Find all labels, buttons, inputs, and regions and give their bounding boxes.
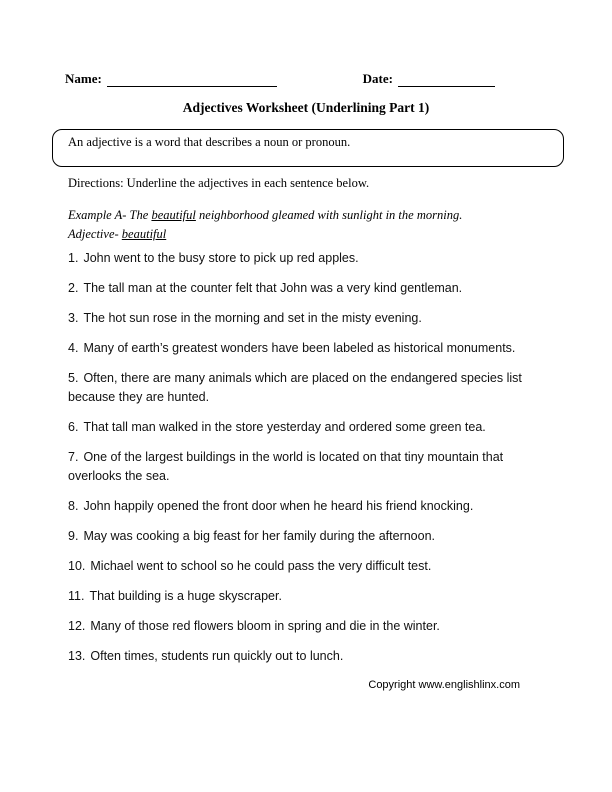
sentence-text: Often times, students run quickly out to lunch. — [90, 649, 344, 663]
sentence-item — [68, 418, 552, 437]
example-line-2 — [68, 225, 558, 244]
sentence-item — [68, 647, 552, 666]
sentence-number: 5. — [68, 371, 79, 385]
sentence-item — [68, 497, 552, 516]
sentence-list — [68, 249, 552, 677]
sentence-number: 8. — [68, 499, 79, 513]
sentence-text: Michael went to school so he could pass the very difficult test. — [90, 559, 432, 573]
date-blank-line — [398, 74, 495, 87]
sentence-item — [68, 587, 552, 606]
page-title: Adjectives Worksheet (Underlining Part 1) — [182, 100, 430, 115]
sentence-text: The tall man at the counter felt that John was a very kind gentleman. — [83, 281, 463, 295]
sentence-number: 3. — [68, 311, 79, 325]
sentence-item — [68, 339, 552, 358]
sentence-item — [68, 527, 552, 546]
sentence-text: That building is a huge skyscraper. — [89, 589, 282, 603]
sentence-number: 13. — [68, 649, 86, 663]
sentence-item — [68, 369, 552, 407]
name-blank-line — [107, 74, 277, 87]
sentence-item — [68, 617, 552, 636]
sentence-text: The hot sun rose in the morning and set in the misty evening. — [83, 311, 422, 325]
sentence-text: One of the largest buildings in the world is located on that tiny mountain that overlooks the sea. — [68, 450, 504, 483]
sentence-item — [68, 279, 552, 298]
example-line2-underlined-word: beautiful — [121, 227, 167, 241]
sentence-text: Many of those red flowers bloom in spring and die in the winter. — [90, 619, 440, 633]
sentence-number: 2. — [68, 281, 79, 295]
sentence-text: Often, there are many animals which are placed on the endangered species list because they are hunted. — [68, 371, 522, 404]
definition-text: An adjective is a word that describes a noun or pronoun. — [68, 135, 351, 149]
name-label: Name: — [65, 71, 102, 86]
sentence-number: 11. — [68, 589, 85, 603]
sentence-text: May was cooking a big feast for her family during the afternoon. — [83, 529, 436, 543]
sentence-number: 4. — [68, 341, 79, 355]
example-line1-post: neighborhood gleamed with sunlight in the morning. — [195, 208, 463, 222]
date-field — [363, 71, 495, 87]
sentence-text: Many of earth’s greatest wonders have been labeled as historical monuments. — [83, 341, 516, 355]
definition-box — [52, 129, 564, 167]
sentence-text: John went to the busy store to pick up red apples. — [83, 251, 359, 265]
sentence-number: 9. — [68, 529, 79, 543]
sentence-item — [68, 309, 552, 328]
sentence-item — [68, 448, 552, 486]
sentence-number: 10. — [68, 559, 86, 573]
example-line2-pre: Adjective- — [68, 227, 122, 241]
sentence-number: 6. — [68, 420, 79, 434]
name-field — [65, 71, 277, 87]
example-line-1 — [68, 206, 558, 225]
sentence-text: John happily opened the front door when he heard his friend knocking. — [83, 499, 474, 513]
copyright-text: Copyright www.englishlinx.com — [368, 679, 520, 691]
sentence-number: 1. — [68, 251, 79, 265]
example-line1-underlined-word: beautiful — [151, 208, 196, 222]
example-block — [68, 206, 558, 244]
example-line1-pre: Example A- The — [68, 208, 152, 222]
directions-text: Directions: Underline the adjectives in each sentence below. — [68, 176, 370, 190]
date-label: Date: — [362, 71, 393, 86]
sentence-number: 7. — [68, 450, 79, 464]
sentence-item — [68, 249, 552, 268]
sentence-text: That tall man walked in the store yesterday and ordered some green tea. — [83, 420, 486, 434]
sentence-number: 12. — [68, 619, 86, 633]
header-row — [65, 71, 495, 87]
sentence-item — [68, 557, 552, 576]
